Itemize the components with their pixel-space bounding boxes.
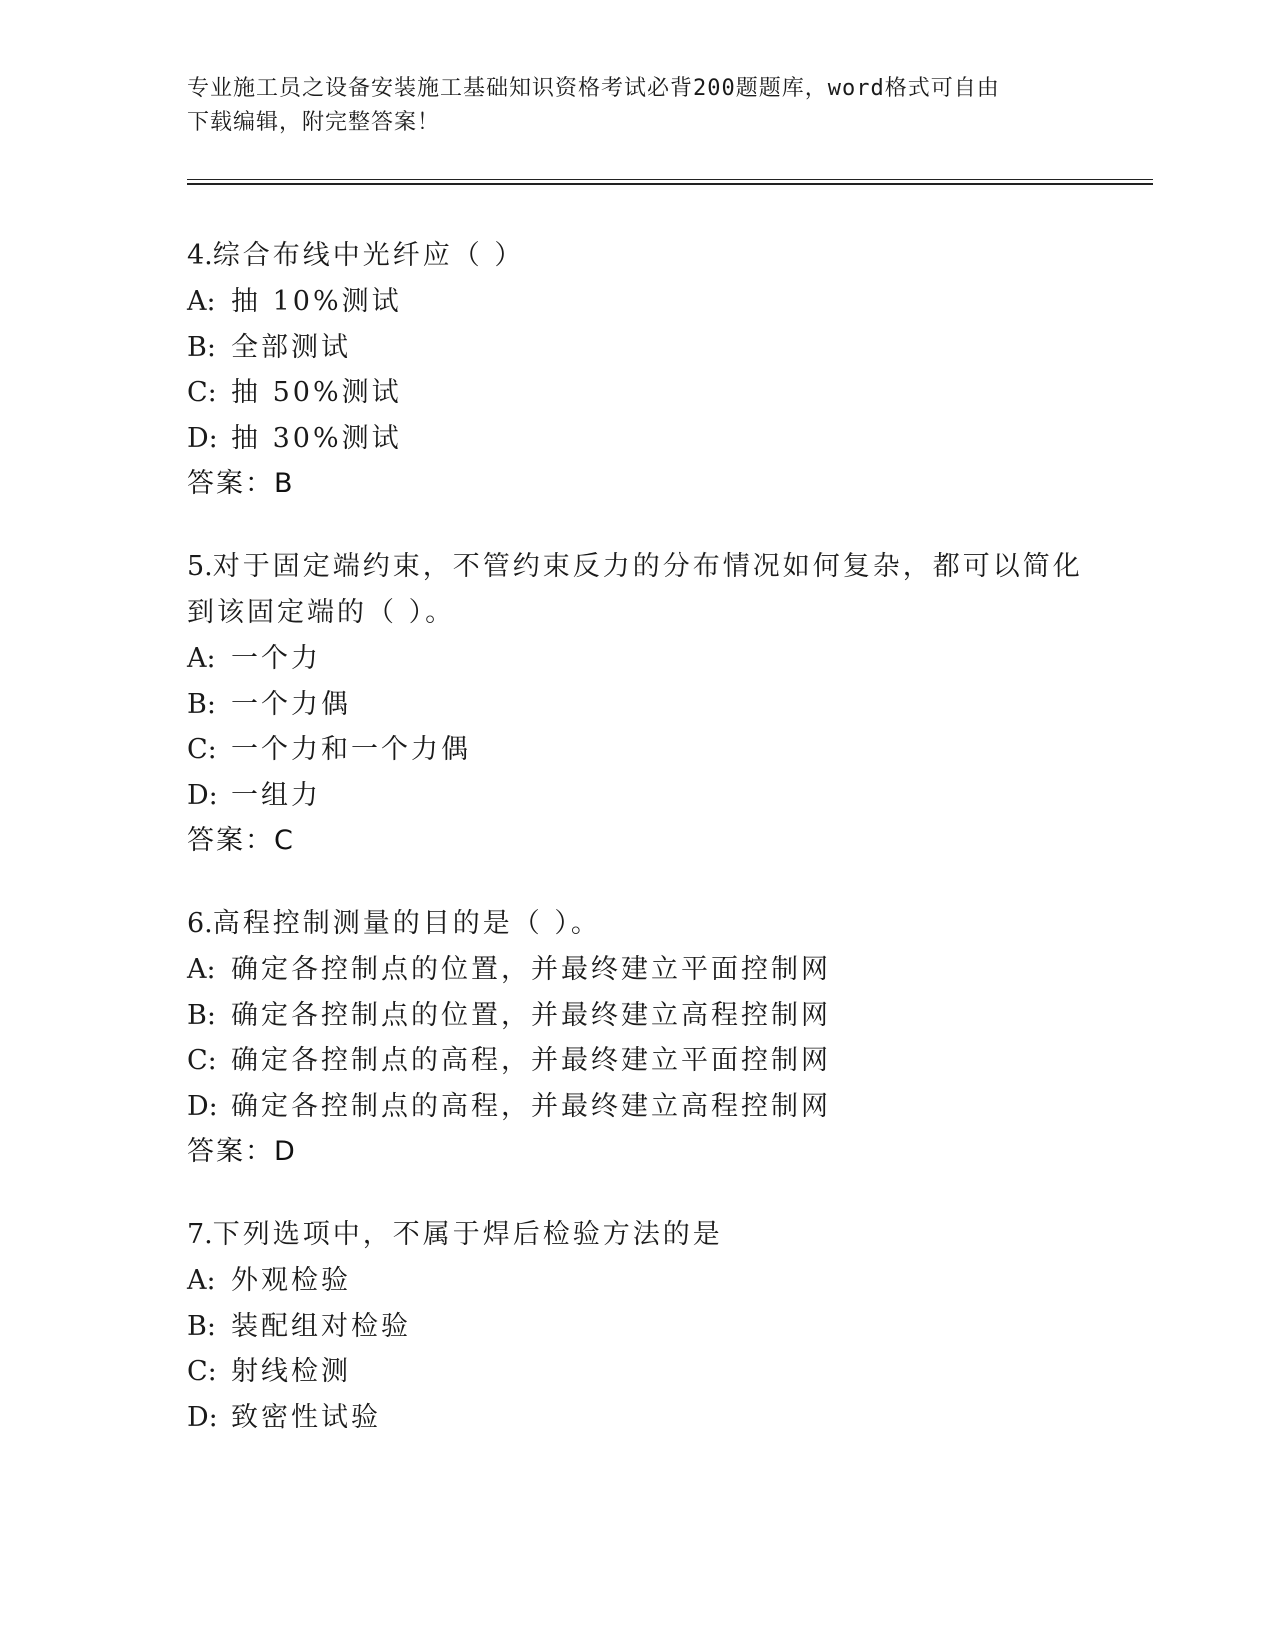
option-text: 抽 30%测试 [231,422,402,454]
option-a [187,636,1087,682]
question-stem: 综合布线中光纤应（ ） [212,240,525,271]
option-text: 装配组对检验 [231,1310,411,1342]
answer-label: 答案： [187,1136,274,1167]
option-b [187,1304,1087,1350]
answer-label: 答案： [187,825,274,856]
question-list [187,233,1087,1478]
option-key: B: [187,999,216,1031]
option-d [187,1084,1087,1130]
option-key: B: [187,1310,216,1342]
option-d [187,773,1087,819]
header-divider-thin [187,179,1153,180]
option-d [187,416,1087,462]
option-text: 全部测试 [231,331,351,363]
option-text: 确定各控制点的高程，并最终建立高程控制网 [231,1090,831,1122]
option-text: 确定各控制点的位置，并最终建立高程控制网 [231,999,831,1031]
option-text: 确定各控制点的高程，并最终建立平面控制网 [231,1045,831,1076]
question-number: 4. [187,240,213,271]
option-key: C: [187,734,217,765]
option-key: D: [187,1401,218,1433]
option-c [187,1038,1087,1084]
option-text: 一个力和一个力偶 [231,734,471,765]
question-text [187,901,1087,947]
answer-value: C [274,825,293,856]
option-key: A: [187,1265,216,1296]
question-6 [187,901,1087,1174]
option-key: B: [187,331,216,363]
option-b [187,325,1087,371]
header-divider-thick [187,183,1153,185]
answer-line [187,818,1087,863]
question-stem: 高程控制测量的目的是（ ）。 [212,908,601,939]
question-stem: 对于固定端约束，不管约束反力的分布情况如何复杂，都可以简化到该固定端的（ ）。 [187,551,1083,628]
option-key: D: [187,1090,218,1122]
option-text: 射线检测 [231,1356,351,1387]
question-4 [187,233,1087,506]
option-text: 一个力偶 [231,688,351,720]
option-text: 一个力 [231,643,321,674]
option-text: 确定各控制点的位置，并最终建立平面控制网 [231,954,831,985]
answer-value: B [274,468,293,499]
question-number: 7. [187,1219,213,1250]
option-b [187,993,1087,1039]
question-7 [187,1212,1087,1440]
option-c [187,727,1087,773]
question-stem: 下列选项中，不属于焊后检验方法的是 [212,1219,723,1250]
option-b [187,682,1087,728]
option-a [187,947,1087,993]
option-key: D: [187,779,218,811]
answer-label: 答案： [187,468,274,499]
header-title-line-2: 下载编辑，附完整答案！ [187,110,441,135]
question-text [187,1212,1087,1258]
option-key: C: [187,1356,217,1387]
question-text [187,544,1087,636]
option-key: A: [187,286,216,317]
option-text: 一组力 [231,779,321,811]
option-key: A: [187,954,216,985]
question-5 [187,544,1087,863]
option-key: A: [187,643,216,674]
option-text: 外观检验 [231,1265,351,1296]
option-text: 抽 10%测试 [231,286,402,317]
option-a [187,1258,1087,1304]
option-text: 抽 50%测试 [231,377,402,408]
option-key: C: [187,377,217,408]
answer-value: D [274,1136,295,1167]
option-c [187,370,1087,416]
document-header [187,72,1067,140]
answer-line [187,1129,1087,1174]
option-key: B: [187,688,216,720]
question-number: 5. [187,551,213,582]
header-title-line-1: 专业施工员之设备安装施工基础知识资格考试必背200题题库，word格式可自由 [187,76,1000,101]
option-c [187,1349,1087,1395]
option-a [187,279,1087,325]
option-d [187,1395,1087,1441]
question-number: 6. [187,908,213,939]
answer-line [187,461,1087,506]
option-key: D: [187,422,218,454]
question-text [187,233,1087,279]
option-text: 致密性试验 [231,1401,381,1433]
option-key: C: [187,1045,217,1076]
